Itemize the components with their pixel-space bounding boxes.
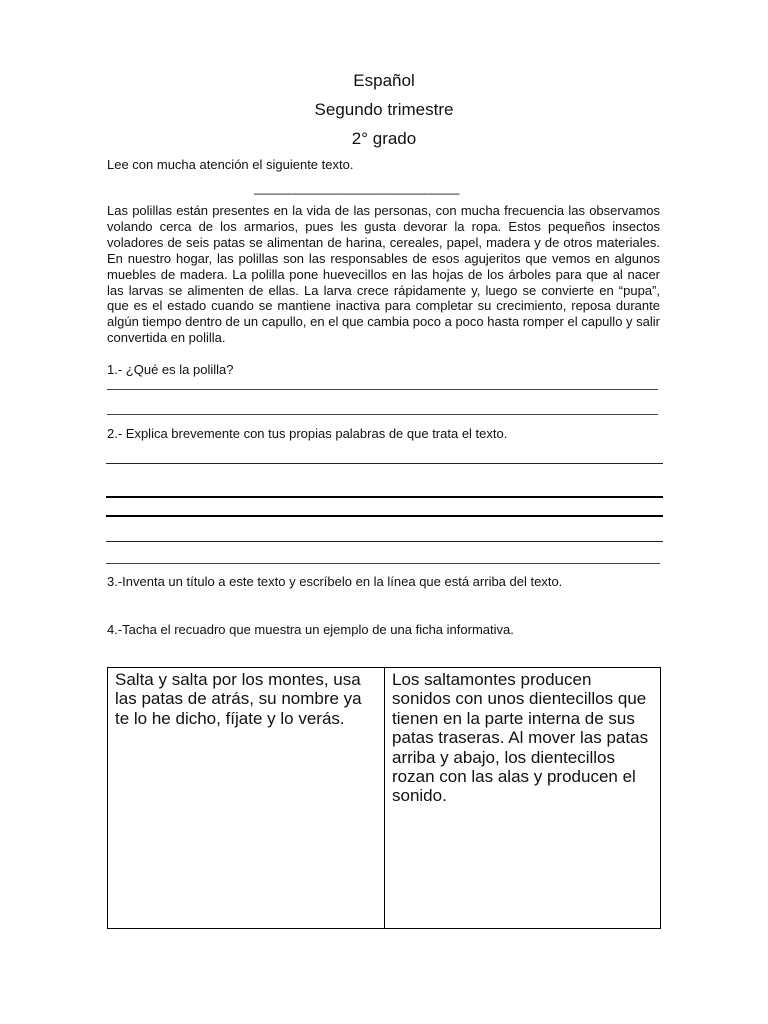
reading-passage: Las polillas están presentes en la vida de las personas, con mucha frecuencia las observamos volando cerca de los armarios, pues les gusta devorar la ropa. Estos pequeños insectos voladores de seis patas se alimentan de harina, cereales, papel, madera y de otros materiales. En nuestro hogar, las polillas son las responsables de esos agujeritos que vemos en algunos muebles de madera. La polilla pone huevecillos en las hojas de los árboles para que al nacer las larvas se alimenten de ellas. La larva crece rápidamente y, luego se convierte en “pupa”, que es el estado cuando se mantiene inactiva para completar su crecimiento, reposa durante algún tiempo dentro de un capullo, en el que cambia poco a poco hasta romper el capullo y salir convertida en polilla. — [107, 203, 660, 346]
answer-line-2d[interactable] — [106, 541, 663, 542]
grade-title: 2° grado — [351, 129, 417, 148]
term-title: Segundo trimestre — [314, 100, 454, 119]
subject-title: Español — [353, 71, 415, 90]
question-1: 1.- ¿Qué es la polilla? — [107, 362, 234, 377]
question-3: 3.-Inventa un título a este texto y escríbelo en la línea que está arriba del texto. — [107, 574, 563, 589]
title-blank-line[interactable]: ______________________________ — [254, 180, 459, 195]
answer-line-2b[interactable] — [106, 496, 663, 498]
instruction-text: Lee con mucha atención el siguiente texto. — [107, 157, 354, 172]
answer-line-1a[interactable] — [107, 389, 658, 390]
answer-line-2c[interactable] — [106, 515, 663, 517]
question-4: 4.-Tacha el recuadro que muestra un ejemplo de una ficha informativa. — [107, 622, 514, 637]
answer-line-2e[interactable] — [106, 563, 660, 564]
choice-table — [107, 667, 661, 929]
question-2: 2.- Explica brevemente con tus propias palabras de que trata el texto. — [107, 426, 508, 441]
answer-line-2a[interactable] — [106, 463, 663, 464]
choice-box-informative[interactable]: Los saltamontes producen sonidos con unos dientecillos que tienen en la parte interna de sus patas traseras. Al mover las patas arriba y abajo, los dientecillos rozan con las alas y producen el sonido. — [392, 670, 649, 806]
choice-box-riddle[interactable]: Salta y salta por los montes, usa las patas de atrás, su nombre ya te lo he dicho, fíjate y lo verás. — [108, 668, 385, 928]
answer-line-1b[interactable] — [107, 414, 658, 415]
